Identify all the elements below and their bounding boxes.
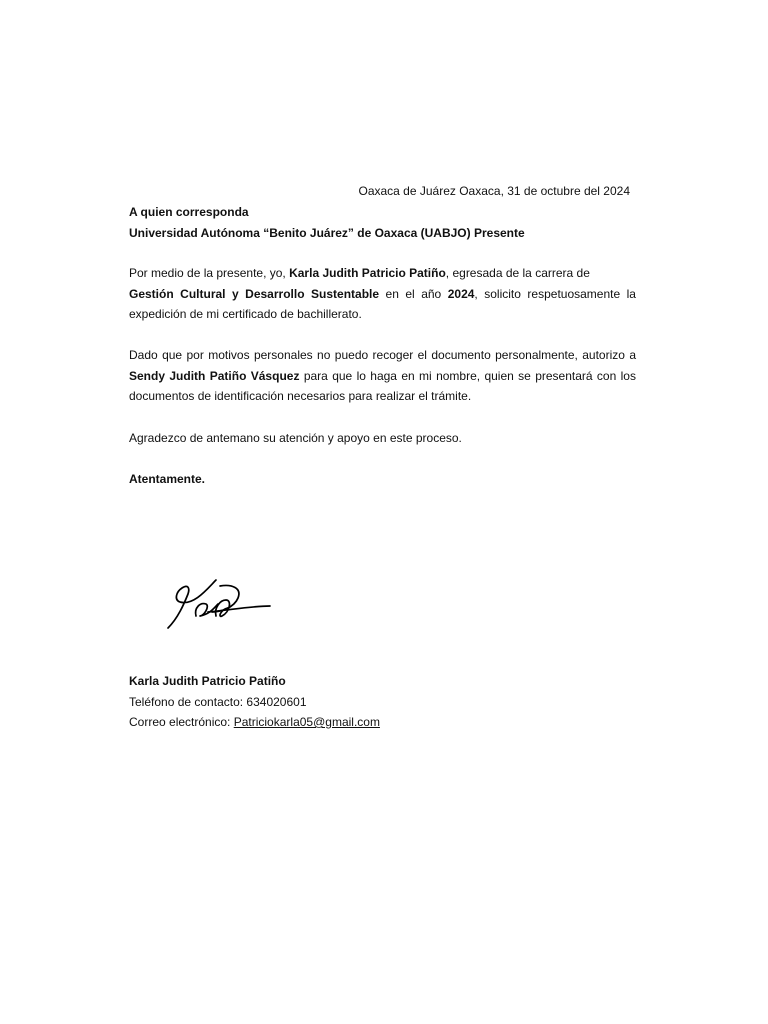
phone-line: Teléfono de contacto: 634020601 [129, 694, 307, 709]
paragraph-authorization [129, 345, 636, 407]
signer-block [129, 671, 636, 733]
phone-number: 634020601 [246, 694, 307, 709]
p1-text-1: Por medio de la presente, yo, [129, 266, 290, 280]
recipient-line-1: A quien corresponda [129, 205, 249, 219]
p2-text-2: para que lo haga en mi nombre, quien se presentará con los documentos de identificación necesarios para realizar el trámite. [129, 368, 636, 403]
recipient-line-2: Universidad Autónoma “Benito Juárez” de Oaxaca (UABJO) Presente [129, 225, 525, 240]
p1-text-4: , solicito respetuosamente la expedición de mi certificado de bachillerato. [129, 286, 636, 321]
email-link[interactable]: Patriciokarla05@gmail.com [233, 715, 380, 729]
p1-text-3: en el año [379, 286, 448, 301]
closing: Atentamente. [129, 472, 206, 486]
recipient-block [129, 202, 636, 243]
p2-authorized-name: Sendy Judith Patiño Vásquez [129, 368, 300, 383]
p2-text-1: Dado que por motivos personales no puedo recoger el documento personalmente, autorizo a [129, 348, 636, 362]
paragraph-thanks: Agradezco de antemano su atención y apoyo en este proceso. [129, 431, 462, 445]
p1-year: 2024 [447, 286, 475, 301]
paragraph-request [129, 263, 636, 325]
p1-author-name: Karla Judith Patricio Patiño [289, 266, 446, 280]
handwritten-signature-icon [160, 568, 278, 634]
p1-career: Gestión Cultural y Desarrollo Sustentable [129, 286, 380, 301]
p1-text-2: , egresada de la carrera de [445, 266, 590, 280]
date-line: Oaxaca de Juárez Oaxaca, 31 de octubre del 2024 [358, 184, 630, 198]
email-line: Correo electrónico: Patriciokarla05@gmail.com [129, 715, 380, 729]
signer-name: Karla Judith Patricio Patiño [129, 674, 286, 688]
